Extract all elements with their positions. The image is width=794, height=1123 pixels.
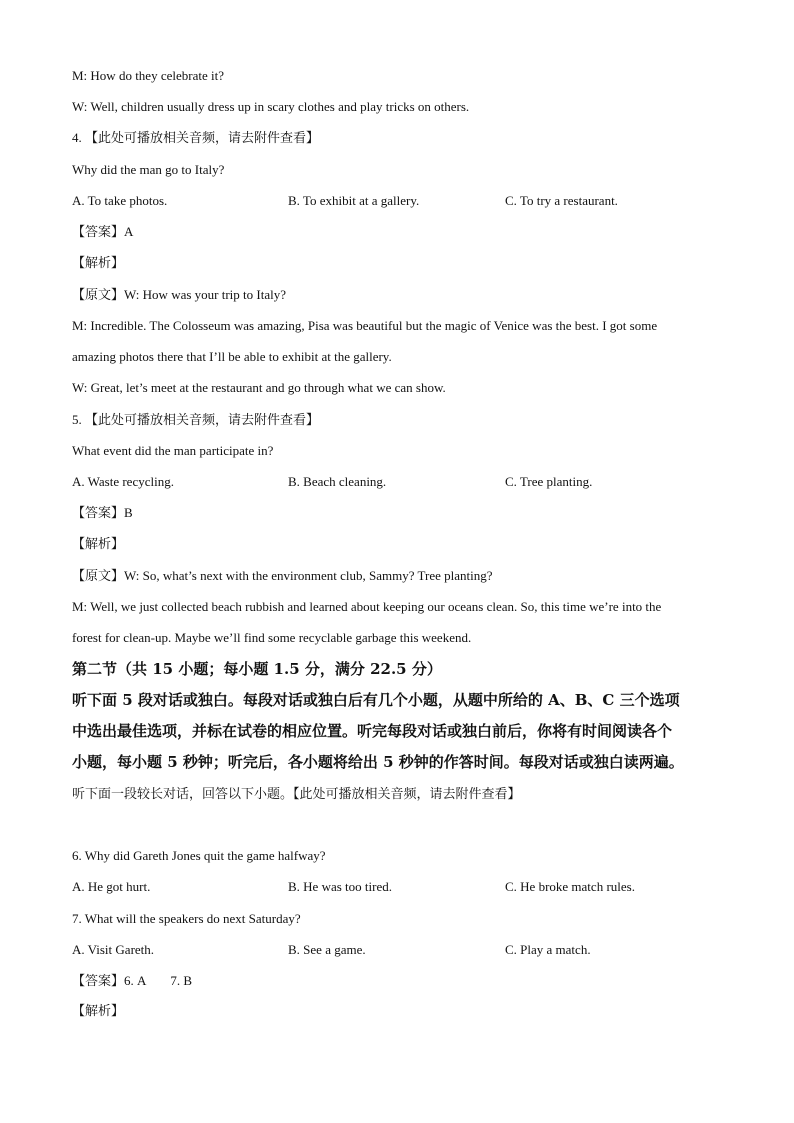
original-text: W: So, what’s next with the environment club, Sammy? Tree planting?: [124, 568, 493, 583]
q5-option-c: C. Tree planting.: [505, 474, 593, 489]
q4-option-a: A. To take photos.: [72, 193, 168, 208]
q4-original-4: W: Great, let’s meet at the restaurant and go through what we can show.: [72, 380, 446, 395]
section-2-instruction-1: 听下面 5 段对话或独白。每段对话或独白后有几个小题，从题中所给的 A、B、C 三个选项: [72, 691, 680, 709]
original-text: W: How was your trip to Italy?: [124, 287, 286, 302]
answer-value: B: [124, 505, 133, 520]
q4-option-b: B. To exhibit at a gallery.: [288, 193, 420, 208]
section-2-instruction-3: 小题，每小题 5 秒钟；听完后，各小题将给出 5 秒钟的作答时间。每段对话或独白读两遍。: [72, 753, 684, 771]
q5-original-1: [72, 568, 493, 585]
question-5-text: What event did the man participate in?: [72, 443, 274, 458]
question-4-text: Why did the man go to Italy?: [72, 162, 225, 177]
q5-answer: [72, 505, 133, 522]
answer-tag: 【答案】: [72, 974, 125, 989]
q4-answer: [72, 224, 133, 241]
q6-option-a: A. He got hurt.: [72, 879, 151, 894]
q5-option-b: B. Beach cleaning.: [288, 474, 387, 489]
answer-value-6: 6. A: [124, 973, 147, 988]
question-7-text: 7. What will the speakers do next Saturday?: [72, 911, 301, 926]
question-4-header: 4. 【此处可播放相关音频，请去附件查看】: [72, 130, 320, 145]
section-2-instruction-2: 中选出最佳选项，并标在试卷的相应位置。听完每段对话或独白前后，你将有时间阅读各个: [72, 722, 673, 740]
q6-option-c: C. He broke match rules.: [505, 879, 635, 894]
q7-option-a: A. Visit Gareth.: [72, 942, 155, 957]
q7-option-b: B. See a game.: [288, 942, 366, 957]
answer-value: A: [124, 224, 134, 239]
q6-option-b: B. He was too tired.: [288, 879, 392, 894]
q5-analysis-tag: 【解析】: [72, 537, 125, 552]
section-2-title: 第二节（共 15 小题；每小题 1.5 分，满分 22.5 分）: [72, 660, 442, 678]
answer-value-7: 7. B: [170, 973, 193, 988]
q5-original-3: forest for clean-up. Maybe we’ll find some recyclable garbage this weekend.: [72, 630, 472, 645]
question-6-text: 6. Why did Gareth Jones quit the game halfway?: [72, 848, 326, 863]
dialogue-line: W: Well, children usually dress up in scary clothes and play tricks on others.: [72, 99, 470, 114]
q5-original-2: M: Well, we just collected beach rubbish and learned about keeping our oceans clean. So, this time we’re into the: [72, 599, 662, 614]
q5-option-a: A. Waste recycling.: [72, 474, 174, 489]
q7-option-c: C. Play a match.: [505, 942, 591, 957]
q6-7-analysis-tag: 【解析】: [72, 1004, 125, 1019]
answer-tag: 【答案】: [72, 225, 125, 240]
q4-analysis-tag: 【解析】: [72, 256, 125, 271]
dialogue-line: M: How do they celebrate it?: [72, 68, 224, 83]
q4-option-c: C. To try a restaurant.: [505, 193, 618, 208]
original-tag: 【原文】: [72, 569, 125, 584]
q4-original-3: amazing photos there that I’ll be able to exhibit at the gallery.: [72, 349, 392, 364]
q4-original-1: [72, 287, 286, 304]
section-2-subinstruction: 听下面一段较长对话，回答以下小题。【此处可播放相关音频，请去附件查看】: [72, 786, 521, 801]
answer-tag: 【答案】: [72, 506, 125, 521]
q4-original-2: M: Incredible. The Colosseum was amazing, Pisa was beautiful but the magic of Venice was the best. I got some: [72, 318, 658, 333]
q6-7-answer: [72, 973, 192, 990]
question-5-header: 5. 【此处可播放相关音频，请去附件查看】: [72, 412, 320, 427]
original-tag: 【原文】: [72, 288, 125, 303]
